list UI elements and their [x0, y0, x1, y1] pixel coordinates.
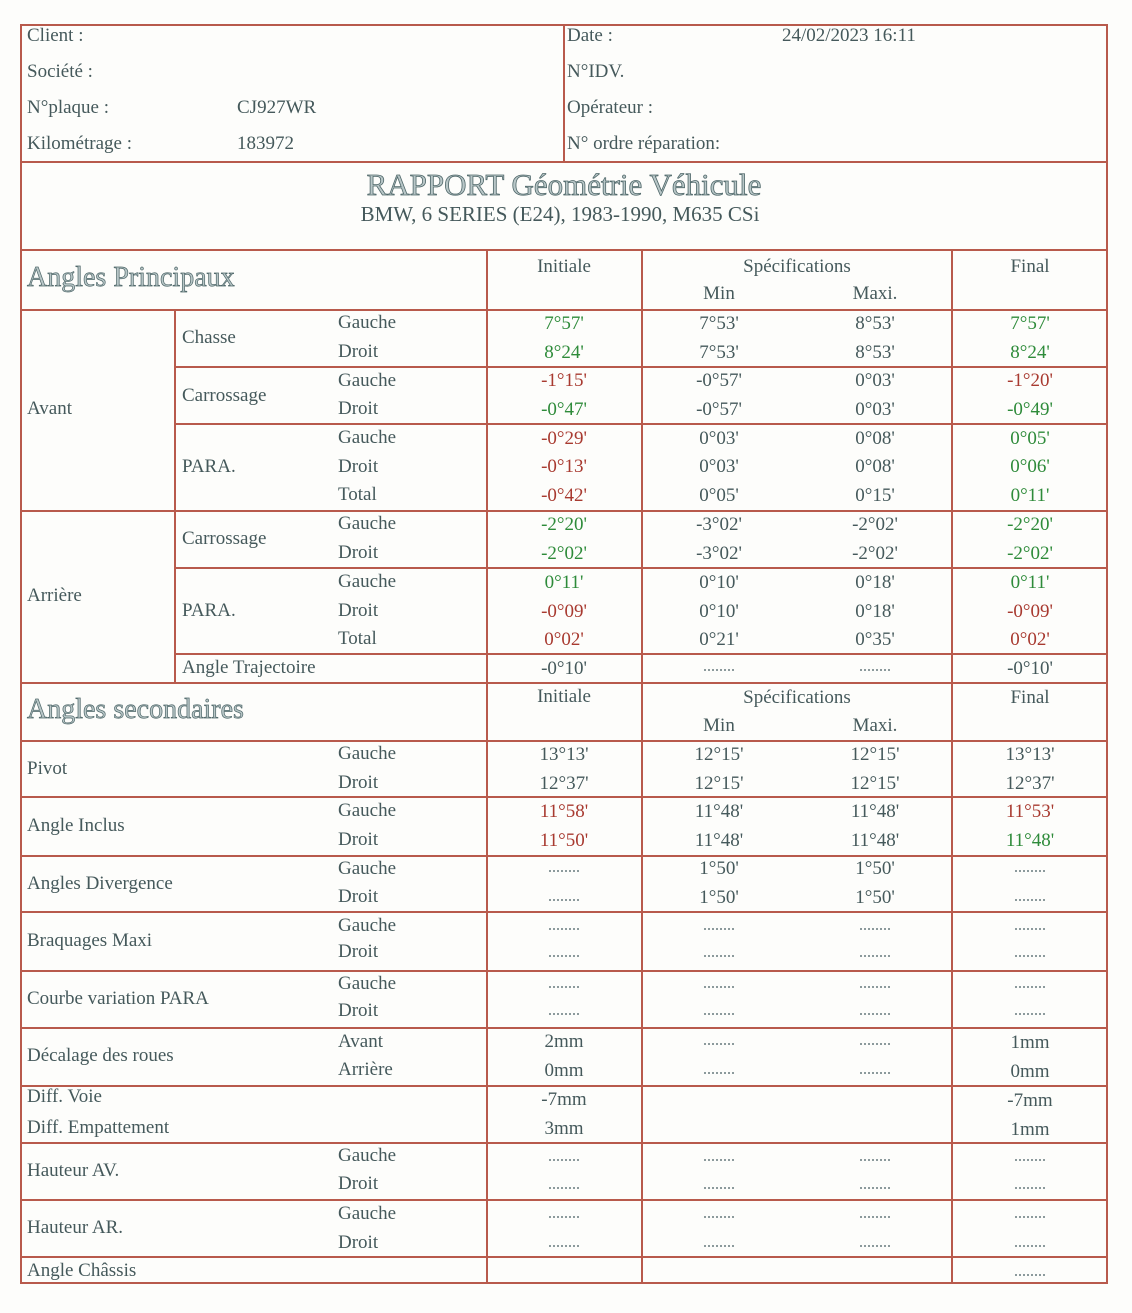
plaque-label: N°plaque : — [27, 97, 109, 118]
row-line — [20, 911, 1108, 913]
empty-dash — [860, 1072, 890, 1074]
principal-value-min: 0°03' — [699, 428, 739, 449]
report-title: RAPPORT Géométrie Véhicule — [366, 167, 762, 202]
principal-value-min: -0°57' — [696, 399, 742, 420]
principal-value-initiale: -0°29' — [541, 428, 587, 449]
col-specifications: Spécifications — [743, 256, 851, 277]
empty-dash — [1015, 1187, 1045, 1189]
principal-value-maxi: 0°18' — [855, 601, 895, 622]
principal-value-maxi: 8°53' — [855, 342, 895, 363]
principal-value-min: 0°21' — [699, 629, 739, 650]
idv-label: N°IDV. — [567, 61, 625, 82]
div-d-maxi: 1°50' — [855, 887, 895, 908]
decalage-ar-initiale: 0mm — [544, 1060, 584, 1081]
div-d-min: 1°50' — [699, 887, 739, 908]
side-droit: Droit — [338, 829, 379, 850]
pivot-g-maxi: 12°15' — [850, 744, 900, 765]
principal-value-min: -3°02' — [696, 543, 742, 564]
label-carrossage-ar: Carrossage — [182, 528, 267, 549]
col-maxi: Maxi. — [852, 715, 898, 736]
label-trajectoire: Angle Trajectoire — [182, 657, 316, 678]
div-g-min: 1°50' — [699, 858, 739, 879]
principal-value-final: 0°05' — [1010, 428, 1050, 449]
side-droit: Droit — [338, 941, 379, 962]
group-arriere: Arrière — [27, 585, 82, 606]
empty-dash — [549, 986, 579, 988]
empty-dash — [549, 1187, 579, 1189]
empty-dash — [704, 1216, 734, 1218]
inclus-d-maxi: 11°48' — [850, 830, 900, 851]
label-chasse: Chasse — [182, 327, 236, 348]
side-gauche: Gauche — [338, 973, 397, 994]
side-droit: Droit — [338, 1000, 379, 1021]
empty-dash — [704, 1013, 734, 1015]
operateur-label: Opérateur : — [567, 97, 653, 118]
col-final: Final — [1010, 256, 1050, 277]
empty-dash — [1015, 1013, 1045, 1015]
inclus-d-min: 11°48' — [694, 830, 744, 851]
col-line-spec — [641, 249, 643, 1284]
side-droit: Droit — [338, 772, 379, 793]
side-gauche: Gauche — [338, 312, 397, 333]
label-hauteur-av: Hauteur AV. — [27, 1160, 120, 1181]
empty-dash — [1015, 928, 1045, 930]
empty-dash — [549, 870, 579, 872]
side-gauche: Gauche — [338, 513, 397, 534]
empty-dash — [704, 1187, 734, 1189]
side-gauche: Gauche — [338, 370, 397, 391]
principal-value-initiale: -0°13' — [541, 456, 587, 477]
principal-value-initiale: 0°11' — [544, 572, 584, 593]
side-gauche: Gauche — [338, 743, 397, 764]
empty-dash — [549, 928, 579, 930]
empty-dash — [704, 1072, 734, 1074]
label-carrossage-av: Carrossage — [182, 385, 267, 406]
side-gauche: Gauche — [338, 800, 397, 821]
principal-value-final: 0°11' — [1010, 485, 1050, 506]
principal-value-maxi: 8°53' — [855, 313, 895, 334]
label-divergence: Angles Divergence — [27, 873, 173, 894]
pivot-g-min: 12°15' — [694, 744, 744, 765]
row-line — [20, 970, 1108, 972]
col-min: Min — [703, 715, 735, 736]
principal-value-final: 8°24' — [1010, 342, 1050, 363]
side-arriere: Arrière — [338, 1059, 393, 1080]
principal-value-maxi: 0°35' — [855, 629, 895, 650]
title-bottom-line — [20, 249, 1108, 251]
empty-dash — [1015, 1245, 1045, 1247]
principal-value-maxi: 0°03' — [855, 399, 895, 420]
principal-value-min: 0°03' — [699, 456, 739, 477]
principal-value-maxi: 0°08' — [855, 456, 895, 477]
side-droit: Droit — [338, 456, 379, 477]
side-droit: Droit — [338, 341, 379, 362]
empty-dash — [704, 1245, 734, 1247]
row-line — [20, 855, 1108, 857]
voie-initiale: -7mm — [541, 1089, 587, 1110]
side-gauche: Gauche — [338, 1203, 397, 1224]
principaux-title: Angles Principaux — [27, 262, 235, 293]
principal-value-final: -2°20' — [1007, 514, 1053, 535]
principal-value-min: -0°57' — [696, 370, 742, 391]
side-droit: Droit — [338, 886, 379, 907]
row-line — [20, 510, 1108, 512]
label-courbe: Courbe variation PARA — [27, 988, 209, 1009]
col-line-initiale — [486, 249, 488, 1284]
col-specifications: Spécifications — [743, 687, 851, 708]
empattement-initiale: 3mm — [544, 1118, 584, 1139]
label-decalage: Décalage des roues — [27, 1045, 174, 1066]
pivot-d-min: 12°15' — [694, 773, 744, 794]
empty-dash — [704, 669, 734, 671]
side-gauche: Gauche — [338, 571, 397, 592]
empty-dash — [549, 899, 579, 901]
empty-dash — [860, 1013, 890, 1015]
row-line — [20, 1199, 1108, 1201]
empty-dash — [1015, 899, 1045, 901]
empty-dash — [860, 669, 890, 671]
date-label: Date : — [567, 25, 613, 46]
empty-dash — [549, 1245, 579, 1247]
empty-dash — [704, 1159, 734, 1161]
pivot-g-final: 13°13' — [1005, 744, 1055, 765]
side-droit: Droit — [338, 1232, 379, 1253]
principal-value-min: 7°53' — [699, 313, 739, 334]
empty-dash — [1015, 1159, 1045, 1161]
secondaires-header-line — [20, 740, 1108, 742]
label-braquages: Braquages Maxi — [27, 930, 153, 951]
empty-dash — [860, 955, 890, 957]
side-total: Total — [338, 484, 377, 505]
principal-value-initiale: -2°02' — [541, 543, 587, 564]
header-divider — [563, 24, 565, 162]
inclus-g-final: 11°53' — [1005, 801, 1055, 822]
client-label: Client : — [27, 25, 84, 46]
inclus-d-final: 11°48' — [1005, 830, 1055, 851]
pivot-g-initiale: 13°13' — [539, 744, 589, 765]
side-avant: Avant — [338, 1031, 384, 1052]
decalage-ar-final: 0mm — [1010, 1061, 1050, 1082]
principal-value-min: -3°02' — [696, 514, 742, 535]
empty-dash — [860, 928, 890, 930]
km-label: Kilométrage : — [27, 133, 132, 154]
label-para-ar: PARA. — [182, 600, 236, 621]
principal-value-final: -1°20' — [1007, 370, 1053, 391]
empty-dash — [1015, 1216, 1045, 1218]
row-line — [20, 1085, 1108, 1087]
label-para-av: PARA. — [182, 456, 236, 477]
label-diff-empattement: Diff. Empattement — [27, 1117, 170, 1138]
side-gauche: Gauche — [338, 915, 397, 936]
empty-dash — [549, 955, 579, 957]
inclus-g-maxi: 11°48' — [850, 801, 900, 822]
principal-value-final: -0°49' — [1007, 399, 1053, 420]
principal-value-maxi: 0°03' — [855, 370, 895, 391]
principaux-header-line — [20, 309, 1108, 311]
principal-value-maxi: -2°02' — [852, 543, 898, 564]
empty-dash — [860, 1216, 890, 1218]
label-diff-voie: Diff. Voie — [27, 1086, 102, 1107]
principal-value-final: 0°11' — [1010, 572, 1050, 593]
principal-value-initiale: -0°09' — [541, 601, 587, 622]
empty-dash — [704, 955, 734, 957]
empty-dash — [704, 986, 734, 988]
principal-value-initiale: -0°42' — [541, 485, 587, 506]
empty-dash — [1015, 955, 1045, 957]
side-droit: Droit — [338, 542, 379, 563]
side-droit: Droit — [338, 600, 379, 621]
empty-dash — [1015, 986, 1045, 988]
label-hauteur-ar: Hauteur AR. — [27, 1217, 124, 1238]
empattement-final: 1mm — [1010, 1119, 1050, 1140]
label-angle-inclus: Angle Inclus — [27, 815, 125, 836]
col-maxi: Maxi. — [852, 283, 898, 304]
empty-dash — [549, 1013, 579, 1015]
row-line — [20, 1142, 1108, 1144]
label-angle-chassis: Angle Châssis — [27, 1260, 137, 1281]
empty-dash — [860, 1043, 890, 1045]
col-final: Final — [1010, 687, 1050, 708]
principal-value-maxi: -2°02' — [852, 514, 898, 535]
pivot-d-final: 12°37' — [1005, 773, 1055, 794]
inclus-g-min: 11°48' — [694, 801, 744, 822]
societe-label: Société : — [27, 61, 93, 82]
principal-value-initiale: 8°24' — [544, 342, 584, 363]
principal-value-initiale: 0°02' — [544, 629, 584, 650]
col-min: Min — [703, 283, 735, 304]
principal-value-final: -0°09' — [1007, 601, 1053, 622]
row-line — [20, 796, 1108, 798]
row-line — [174, 366, 1108, 368]
empty-dash — [860, 1187, 890, 1189]
empty-dash — [860, 1159, 890, 1161]
principal-value-initiale: 7°57' — [544, 313, 584, 334]
side-gauche: Gauche — [338, 858, 397, 879]
decalage-av-initiale: 2mm — [544, 1031, 584, 1052]
principal-value-initiale: -2°20' — [541, 514, 587, 535]
principal-value-final: 7°57' — [1010, 313, 1050, 334]
principaux-bottom-line — [20, 682, 1108, 684]
row-line — [20, 1256, 1108, 1258]
voie-final: -7mm — [1007, 1090, 1053, 1111]
empty-dash — [860, 1245, 890, 1247]
group-avant: Avant — [27, 398, 73, 419]
side-total: Total — [338, 628, 377, 649]
col-initiale: Initiale — [537, 686, 591, 707]
empty-dash — [704, 1043, 734, 1045]
km-value: 183972 — [237, 133, 294, 154]
principal-value-min: 0°10' — [699, 601, 739, 622]
principal-value-final: 0°06' — [1010, 456, 1050, 477]
row-line — [20, 1027, 1108, 1029]
vehicle-description: BMW, 6 SERIES (E24), 1983-1990, M635 CSi — [360, 202, 760, 226]
principal-value-final: -2°02' — [1007, 543, 1053, 564]
side-droit: Droit — [338, 398, 379, 419]
header-bottom-line — [20, 161, 1108, 163]
empty-dash — [860, 986, 890, 988]
inclus-g-initiale: 11°58' — [539, 801, 589, 822]
label-pivot: Pivot — [27, 758, 68, 779]
div-g-maxi: 1°50' — [855, 858, 895, 879]
row-line — [174, 423, 1108, 425]
decalage-av-final: 1mm — [1010, 1032, 1050, 1053]
principal-value-final: -0°10' — [1007, 658, 1053, 679]
empty-dash — [549, 1159, 579, 1161]
date-value: 24/02/2023 16:11 — [782, 25, 916, 46]
row-line — [174, 567, 1108, 569]
principal-value-min: 0°05' — [699, 485, 739, 506]
principal-value-maxi: 0°18' — [855, 572, 895, 593]
empty-dash — [1015, 870, 1045, 872]
plaque-value: CJ927WR — [237, 97, 317, 118]
col-initiale: Initiale — [537, 256, 591, 277]
principal-value-min: 0°10' — [699, 572, 739, 593]
secondaires-title: Angles secondaires — [27, 694, 244, 725]
side-gauche: Gauche — [338, 427, 397, 448]
principal-value-maxi: 0°15' — [855, 485, 895, 506]
empty-dash — [1015, 1274, 1045, 1276]
principal-value-initiale: -0°10' — [541, 658, 587, 679]
principal-value-final: 0°02' — [1010, 629, 1050, 650]
empty-dash — [549, 1216, 579, 1218]
principal-value-min: 7°53' — [699, 342, 739, 363]
side-gauche: Gauche — [338, 1145, 397, 1166]
ordre-label: N° ordre réparation: — [567, 133, 721, 154]
pivot-d-initiale: 12°37' — [539, 773, 589, 794]
col-line-final — [951, 249, 953, 1284]
side-droit: Droit — [338, 1173, 379, 1194]
principal-value-initiale: -1°15' — [541, 370, 587, 391]
principal-value-maxi: 0°08' — [855, 428, 895, 449]
pivot-d-maxi: 12°15' — [850, 773, 900, 794]
row-line — [174, 653, 1108, 655]
principal-value-initiale: -0°47' — [541, 399, 587, 420]
empty-dash — [704, 928, 734, 930]
inclus-d-initiale: 11°50' — [539, 830, 589, 851]
